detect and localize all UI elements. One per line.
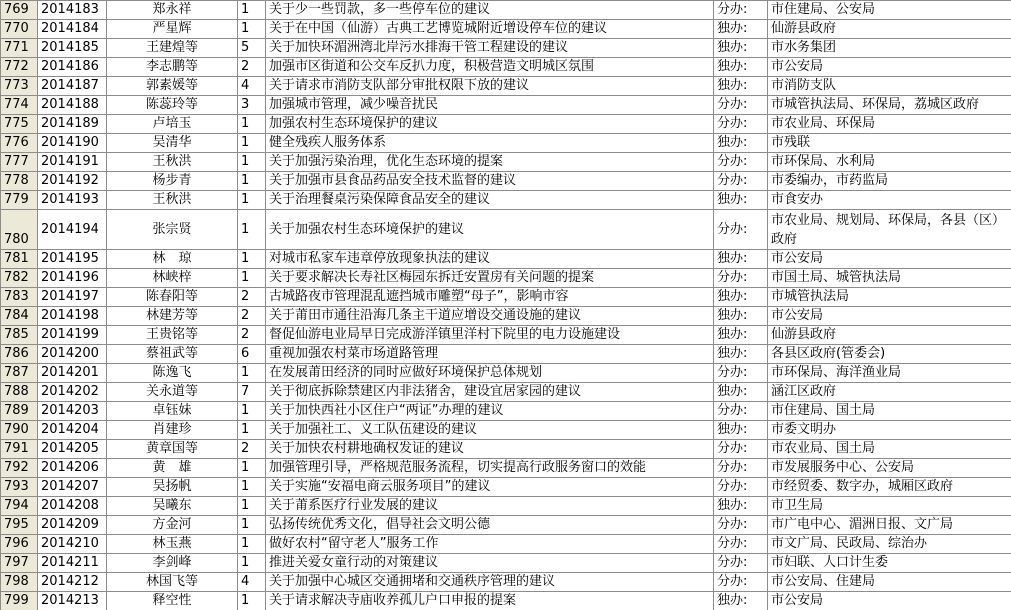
row-header: 791 bbox=[1, 440, 38, 459]
cell-id[interactable]: 2014209 bbox=[38, 516, 107, 535]
table-row bbox=[1, 288, 1011, 307]
cell-dept[interactable]: 市公安局 bbox=[768, 307, 1011, 326]
row-header: 774 bbox=[1, 96, 38, 115]
cell-mode[interactable]: 独办: bbox=[714, 421, 768, 440]
cell-name[interactable]: 张宗贤 bbox=[107, 210, 238, 250]
cell-mode[interactable]: 分办: bbox=[714, 364, 768, 383]
cell-count[interactable]: 1 bbox=[238, 554, 266, 573]
cell-mode[interactable]: 分办: bbox=[714, 115, 768, 134]
cell-count[interactable]: 4 bbox=[238, 573, 266, 592]
cell-title[interactable]: 推进关爱女童行动的对策建议 bbox=[266, 554, 714, 573]
cell-id[interactable]: 2014195 bbox=[38, 250, 107, 269]
cell-count[interactable]: 1 bbox=[238, 191, 266, 210]
row-header: 792 bbox=[1, 459, 38, 478]
cell-count[interactable]: 1 bbox=[238, 497, 266, 516]
cell-id[interactable]: 2014185 bbox=[38, 39, 107, 58]
cell-id[interactable]: 2014196 bbox=[38, 269, 107, 288]
cell-title[interactable]: 关于莆系医疗行业发展的建议 bbox=[266, 497, 714, 516]
cell-id[interactable]: 2014207 bbox=[38, 478, 107, 497]
cell-mode[interactable]: 独办: bbox=[714, 134, 768, 153]
cell-count[interactable]: 1 bbox=[238, 459, 266, 478]
table-row bbox=[1, 459, 1011, 478]
cell-count[interactable]: 1 bbox=[238, 134, 266, 153]
cell-mode[interactable]: 独办: bbox=[714, 326, 768, 345]
cell-dept[interactable]: 市食安办 bbox=[768, 191, 1011, 210]
cell-count[interactable]: 2 bbox=[238, 440, 266, 459]
row-header: 798 bbox=[1, 573, 38, 592]
cell-title[interactable]: 关于要求解决长寿社区梅园东拆迁安置房有关问题的提案 bbox=[266, 269, 714, 288]
cell-title[interactable]: 关于加快环湄洲湾北岸污水排海干管工程建设的建议 bbox=[266, 39, 714, 58]
cell-id[interactable]: 2014192 bbox=[38, 172, 107, 191]
row-header: 783 bbox=[1, 288, 38, 307]
cell-dept[interactable]: 涵江区政府 bbox=[768, 383, 1011, 402]
cell-count[interactable]: 6 bbox=[238, 345, 266, 364]
table-row bbox=[1, 115, 1011, 134]
table-row bbox=[1, 20, 1011, 39]
cell-title[interactable]: 关于在中国（仙游）古典工艺博览城附近增设停车位的建议 bbox=[266, 20, 714, 39]
cell-title[interactable]: 健全残疾人服务体系 bbox=[266, 134, 714, 153]
cell-title[interactable]: 关于加强中心城区交通拥堵和交通秩序管理的建议 bbox=[266, 573, 714, 592]
cell-count[interactable]: 1 bbox=[238, 1, 266, 20]
cell-id[interactable]: 2014191 bbox=[38, 153, 107, 172]
row-header: 771 bbox=[1, 39, 38, 58]
cell-title[interactable]: 在发展莆田经济的同时应做好环境保护总体规划 bbox=[266, 364, 714, 383]
cell-name[interactable]: 陈逸飞 bbox=[107, 364, 238, 383]
cell-count[interactable]: 1 bbox=[238, 153, 266, 172]
cell-id[interactable]: 2014206 bbox=[38, 459, 107, 478]
cell-id[interactable]: 2014194 bbox=[38, 210, 107, 250]
cell-dept[interactable]: 市发展服务中心、公安局 bbox=[768, 459, 1011, 478]
cell-count[interactable]: 5 bbox=[238, 39, 266, 58]
cell-name[interactable]: 李剑峰 bbox=[107, 554, 238, 573]
table-row bbox=[1, 497, 1011, 516]
cell-mode[interactable]: 分办: bbox=[714, 440, 768, 459]
row-header: 787 bbox=[1, 364, 38, 383]
row-header: 780 bbox=[1, 210, 38, 250]
table-row bbox=[1, 402, 1011, 421]
table-row bbox=[1, 210, 1011, 250]
row-header: 793 bbox=[1, 478, 38, 497]
table-row bbox=[1, 1, 1011, 20]
row-header: 769 bbox=[1, 1, 38, 20]
cell-dept[interactable]: 市委文明办 bbox=[768, 421, 1011, 440]
cell-dept[interactable]: 市妇联、人口计生委 bbox=[768, 554, 1011, 573]
table-row bbox=[1, 134, 1011, 153]
cell-id[interactable]: 2014205 bbox=[38, 440, 107, 459]
row-header: 785 bbox=[1, 326, 38, 345]
cell-title[interactable]: 弘扬传统优秀文化，倡导社会文明公德 bbox=[266, 516, 714, 535]
cell-id[interactable]: 2014204 bbox=[38, 421, 107, 440]
cell-mode[interactable]: 分办: bbox=[714, 535, 768, 554]
table-row bbox=[1, 440, 1011, 459]
cell-count[interactable]: 1 bbox=[238, 421, 266, 440]
cell-mode[interactable]: 独办: bbox=[714, 592, 768, 610]
cell-id[interactable]: 2014198 bbox=[38, 307, 107, 326]
cell-id[interactable]: 2014193 bbox=[38, 191, 107, 210]
cell-dept[interactable]: 市农业局、规划局、环保局，各县（区）政府 bbox=[768, 210, 1011, 250]
cell-name[interactable]: 林 琼 bbox=[107, 250, 238, 269]
cell-id[interactable]: 2014188 bbox=[38, 96, 107, 115]
cell-dept[interactable]: 市公安局 bbox=[768, 250, 1011, 269]
cell-title[interactable]: 关于少一些罚款，多一些停车位的建议 bbox=[266, 1, 714, 20]
cell-count[interactable]: 1 bbox=[238, 210, 266, 250]
table-row bbox=[1, 191, 1011, 210]
cell-dept[interactable]: 仙游县政府 bbox=[768, 20, 1011, 39]
row-header: 796 bbox=[1, 535, 38, 554]
cell-mode[interactable]: 独办: bbox=[714, 250, 768, 269]
cell-id[interactable]: 2014187 bbox=[38, 77, 107, 96]
cell-title[interactable]: 关于实施“安福电商云服务项目”的建议 bbox=[266, 478, 714, 497]
cell-title[interactable]: 加强城市管理，减少噪音扰民 bbox=[266, 96, 714, 115]
cell-name[interactable]: 卢培玉 bbox=[107, 115, 238, 134]
table-row bbox=[1, 345, 1011, 364]
table-row bbox=[1, 153, 1011, 172]
cell-title[interactable]: 关于请求市消防支队部分审批权限下放的建议 bbox=[266, 77, 714, 96]
cell-mode[interactable]: 独办: bbox=[714, 58, 768, 77]
table-row bbox=[1, 39, 1011, 58]
cell-title[interactable]: 对城市私家车违章停放现象执法的建议 bbox=[266, 250, 714, 269]
row-header: 786 bbox=[1, 345, 38, 364]
cell-dept[interactable]: 市文广局、民政局、综治办 bbox=[768, 535, 1011, 554]
cell-name[interactable]: 肖建珍 bbox=[107, 421, 238, 440]
cell-dept[interactable]: 各县区政府(管委会) bbox=[768, 345, 1011, 364]
table-row bbox=[1, 364, 1011, 383]
cell-dept[interactable]: 市公安局 bbox=[768, 592, 1011, 610]
cell-name[interactable]: 王贵铭等 bbox=[107, 326, 238, 345]
cell-count[interactable]: 2 bbox=[238, 58, 266, 77]
row-header: 795 bbox=[1, 516, 38, 535]
cell-name[interactable]: 林玉燕 bbox=[107, 535, 238, 554]
row-header: 772 bbox=[1, 58, 38, 77]
cell-name[interactable]: 释空性 bbox=[107, 592, 238, 610]
cell-name[interactable]: 林峡梓 bbox=[107, 269, 238, 288]
cell-title[interactable]: 关于加强市县食品药品安全技术监督的建议 bbox=[266, 172, 714, 191]
cell-mode[interactable]: 分办: bbox=[714, 573, 768, 592]
cell-count[interactable]: 1 bbox=[238, 20, 266, 39]
cell-id[interactable]: 2014184 bbox=[38, 20, 107, 39]
cell-mode[interactable]: 分办: bbox=[714, 210, 768, 250]
row-header: 794 bbox=[1, 497, 38, 516]
cell-title[interactable]: 古城路夜市管理混乱遮挡城市雕塑“母子”，影响市容 bbox=[266, 288, 714, 307]
cell-count[interactable]: 1 bbox=[238, 269, 266, 288]
cell-id[interactable]: 2014189 bbox=[38, 115, 107, 134]
cell-mode[interactable]: 分办: bbox=[714, 402, 768, 421]
cell-mode[interactable]: 独办: bbox=[714, 345, 768, 364]
cell-dept[interactable]: 市城管执法局 bbox=[768, 288, 1011, 307]
cell-id[interactable]: 2014213 bbox=[38, 592, 107, 610]
cell-dept[interactable]: 市委编办，市药监局 bbox=[768, 172, 1011, 191]
row-header: 770 bbox=[1, 20, 38, 39]
row-header: 773 bbox=[1, 77, 38, 96]
row-header: 781 bbox=[1, 250, 38, 269]
table-row bbox=[1, 307, 1011, 326]
cell-mode[interactable]: 独办: bbox=[714, 20, 768, 39]
cell-name[interactable]: 王建煌等 bbox=[107, 39, 238, 58]
table-row bbox=[1, 516, 1011, 535]
cell-mode[interactable]: 分办: bbox=[714, 269, 768, 288]
cell-count[interactable]: 1 bbox=[238, 402, 266, 421]
cell-id[interactable]: 2014203 bbox=[38, 402, 107, 421]
cell-id[interactable]: 2014186 bbox=[38, 58, 107, 77]
table-row bbox=[1, 478, 1011, 497]
table-row bbox=[1, 96, 1011, 115]
row-header: 797 bbox=[1, 554, 38, 573]
row-header: 799 bbox=[1, 592, 38, 610]
cell-id[interactable]: 2014208 bbox=[38, 497, 107, 516]
cell-mode[interactable]: 分办: bbox=[714, 516, 768, 535]
cell-count[interactable]: 2 bbox=[238, 307, 266, 326]
cell-dept[interactable]: 市公安局 bbox=[768, 58, 1011, 77]
cell-name[interactable]: 关永道等 bbox=[107, 383, 238, 402]
table-row bbox=[1, 554, 1011, 573]
cell-count[interactable]: 3 bbox=[238, 96, 266, 115]
cell-name[interactable]: 王秋洪 bbox=[107, 153, 238, 172]
cell-title[interactable]: 督促仙游电业局早日完成游洋镇里洋村下院里的电力设施建设 bbox=[266, 326, 714, 345]
cell-name[interactable]: 黄 雄 bbox=[107, 459, 238, 478]
cell-name[interactable]: 李志鹏等 bbox=[107, 58, 238, 77]
row-header: 775 bbox=[1, 115, 38, 134]
cell-mode[interactable]: 分办: bbox=[714, 459, 768, 478]
cell-name[interactable]: 吴清华 bbox=[107, 134, 238, 153]
cell-name[interactable]: 林建芳等 bbox=[107, 307, 238, 326]
cell-count[interactable]: 1 bbox=[238, 115, 266, 134]
cell-title[interactable]: 关于加快西社小区住户“两证”办理的建议 bbox=[266, 402, 714, 421]
cell-title[interactable]: 加强管理引导，严格规范服务流程，切实提高行政服务窗口的效能 bbox=[266, 459, 714, 478]
cell-name[interactable]: 王秋洪 bbox=[107, 191, 238, 210]
cell-name[interactable]: 严星辉 bbox=[107, 20, 238, 39]
cell-name[interactable]: 卓钰妹 bbox=[107, 402, 238, 421]
cell-name[interactable]: 方金河 bbox=[107, 516, 238, 535]
cell-dept[interactable]: 市环保局、海洋渔业局 bbox=[768, 364, 1011, 383]
row-header: 782 bbox=[1, 269, 38, 288]
cell-title[interactable]: 关于彻底拆除禁建区内非法猪舍，建设宜居家园的建议 bbox=[266, 383, 714, 402]
cell-id[interactable]: 2014197 bbox=[38, 288, 107, 307]
cell-name[interactable]: 陈春阳等 bbox=[107, 288, 238, 307]
cell-count[interactable]: 1 bbox=[238, 535, 266, 554]
table-row bbox=[1, 172, 1011, 191]
cell-dept[interactable]: 市公安局、住建局 bbox=[768, 573, 1011, 592]
cell-mode[interactable]: 分办: bbox=[714, 554, 768, 573]
cell-dept[interactable]: 市住建局、国土局 bbox=[768, 402, 1011, 421]
row-header: 790 bbox=[1, 421, 38, 440]
row-header: 778 bbox=[1, 172, 38, 191]
cell-id[interactable]: 2014183 bbox=[38, 1, 107, 20]
cell-dept[interactable]: 市城管执法局、环保局，荔城区政府 bbox=[768, 96, 1011, 115]
cell-mode[interactable]: 独办: bbox=[714, 288, 768, 307]
cell-mode[interactable]: 独办: bbox=[714, 383, 768, 402]
cell-title[interactable]: 关于加快农村耕地确权发证的建议 bbox=[266, 440, 714, 459]
table-row bbox=[1, 383, 1011, 402]
cell-dept[interactable]: 市残联 bbox=[768, 134, 1011, 153]
cell-mode[interactable]: 分办: bbox=[714, 172, 768, 191]
cell-id[interactable]: 2014200 bbox=[38, 345, 107, 364]
cell-count[interactable]: 1 bbox=[238, 478, 266, 497]
cell-dept[interactable]: 仙游县政府 bbox=[768, 326, 1011, 345]
cell-title[interactable]: 关于加强社工、义工队伍建设的建议 bbox=[266, 421, 714, 440]
cell-id[interactable]: 2014201 bbox=[38, 364, 107, 383]
cell-dept[interactable]: 市农业局、环保局 bbox=[768, 115, 1011, 134]
cell-name[interactable]: 杨步青 bbox=[107, 172, 238, 191]
cell-title[interactable]: 关于治理餐桌污染保障食品安全的建议 bbox=[266, 191, 714, 210]
cell-title[interactable]: 关于加强农村生态环境保护的建议 bbox=[266, 210, 714, 250]
cell-mode[interactable]: 独办: bbox=[714, 77, 768, 96]
cell-dept[interactable]: 市环保局、水利局 bbox=[768, 153, 1011, 172]
row-header: 789 bbox=[1, 402, 38, 421]
cell-title[interactable]: 关于加强污染治理，优化生态环境的提案 bbox=[266, 153, 714, 172]
row-header: 788 bbox=[1, 383, 38, 402]
grid-body bbox=[1, 1, 1011, 610]
cell-name[interactable]: 蔡祖武等 bbox=[107, 345, 238, 364]
row-header: 776 bbox=[1, 134, 38, 153]
cell-name[interactable]: 陈蕊玲等 bbox=[107, 96, 238, 115]
cell-count[interactable]: 1 bbox=[238, 516, 266, 535]
cell-dept[interactable]: 市国土局、城管执法局 bbox=[768, 269, 1011, 288]
table-row bbox=[1, 573, 1011, 592]
cell-count[interactable]: 1 bbox=[238, 250, 266, 269]
cell-name[interactable]: 吴扬帆 bbox=[107, 478, 238, 497]
row-header: 777 bbox=[1, 153, 38, 172]
cell-title[interactable]: 关于请求解决寺庙收养孤儿户口申报的提案 bbox=[266, 592, 714, 610]
cell-name[interactable]: 林国飞等 bbox=[107, 573, 238, 592]
cell-count[interactable]: 4 bbox=[238, 77, 266, 96]
cell-name[interactable]: 郭素媛等 bbox=[107, 77, 238, 96]
row-header: 784 bbox=[1, 307, 38, 326]
cell-name[interactable]: 黄章国等 bbox=[107, 440, 238, 459]
cell-title[interactable]: 关于莆田市通往沿海几条主干道应增设交通设施的建议 bbox=[266, 307, 714, 326]
cell-count[interactable]: 2 bbox=[238, 326, 266, 345]
table-row bbox=[1, 326, 1011, 345]
cell-id[interactable]: 2014212 bbox=[38, 573, 107, 592]
table-row bbox=[1, 592, 1011, 610]
cell-dept[interactable]: 市农业局、国土局 bbox=[768, 440, 1011, 459]
cell-name[interactable]: 郑永祥 bbox=[107, 1, 238, 20]
cell-title[interactable]: 加强市区街道和公交车反扒力度，积极营造文明城区氛围 bbox=[266, 58, 714, 77]
table-row bbox=[1, 58, 1011, 77]
cell-id[interactable]: 2014202 bbox=[38, 383, 107, 402]
cell-dept[interactable]: 市住建局、公安局 bbox=[768, 1, 1011, 20]
cell-count[interactable]: 1 bbox=[238, 592, 266, 610]
cell-mode[interactable]: 分办: bbox=[714, 153, 768, 172]
cell-dept[interactable]: 市消防支队 bbox=[768, 77, 1011, 96]
cell-dept[interactable]: 市卫生局 bbox=[768, 497, 1011, 516]
table-row bbox=[1, 269, 1011, 288]
cell-id[interactable]: 2014190 bbox=[38, 134, 107, 153]
table-row bbox=[1, 535, 1011, 554]
cell-count[interactable]: 1 bbox=[238, 364, 266, 383]
cell-mode[interactable]: 独办: bbox=[714, 191, 768, 210]
cell-mode[interactable]: 分办: bbox=[714, 1, 768, 20]
cell-id[interactable]: 2014199 bbox=[38, 326, 107, 345]
table-row bbox=[1, 250, 1011, 269]
cell-count[interactable]: 2 bbox=[238, 288, 266, 307]
cell-dept[interactable]: 市广电中心、湄洲日报、文广局 bbox=[768, 516, 1011, 535]
row-header: 779 bbox=[1, 191, 38, 210]
cell-id[interactable]: 2014211 bbox=[38, 554, 107, 573]
cell-title[interactable]: 重视加强农村菜市场道路管理 bbox=[266, 345, 714, 364]
cell-count[interactable]: 7 bbox=[238, 383, 266, 402]
cell-mode[interactable]: 独办: bbox=[714, 497, 768, 516]
cell-title[interactable]: 加强农村生态环境保护的建议 bbox=[266, 115, 714, 134]
cell-mode[interactable]: 分办: bbox=[714, 96, 768, 115]
cell-dept[interactable]: 市水务集团 bbox=[768, 39, 1011, 58]
cell-mode[interactable]: 分办: bbox=[714, 478, 768, 497]
table-row bbox=[1, 421, 1011, 440]
cell-mode[interactable]: 独办: bbox=[714, 39, 768, 58]
cell-dept[interactable]: 市经贸委、数字办，城厢区政府 bbox=[768, 478, 1011, 497]
cell-name[interactable]: 吴曦东 bbox=[107, 497, 238, 516]
table-row bbox=[1, 77, 1011, 96]
cell-title[interactable]: 做好农村“留守老人”服务工作 bbox=[266, 535, 714, 554]
cell-mode[interactable]: 独办: bbox=[714, 307, 768, 326]
cell-count[interactable]: 1 bbox=[238, 172, 266, 191]
cell-id[interactable]: 2014210 bbox=[38, 535, 107, 554]
